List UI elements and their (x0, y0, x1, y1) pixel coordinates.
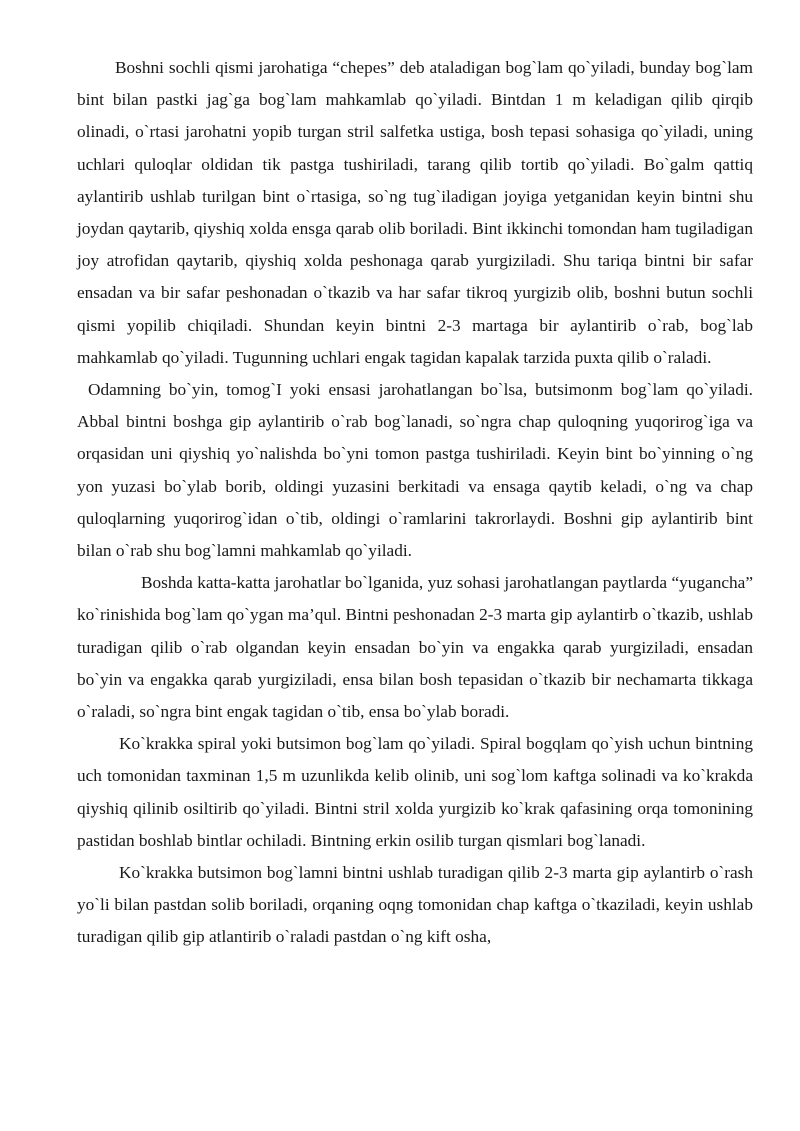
paragraph-face-bandage: Boshda katta-katta jarohatlar bo`lganida, yuz sohasi jarohatlangan paytlarda “yugancha” ko`rinishida bog`lam qo`ygan ma’qul. Bintni peshonadan 2-3 marta gip aylantirb o`tkazib, ushlab turadigan qilib o`rab olgandan keyin ensadan bo`yin va engakka qarab yurgiziladi, ensadan bo`yin va engakka qarab yurgiziladi, ensa bilan bosh tepasidan o`tkazib bir nechamarta tikkaga o`raladi, so`ngra bint engak tagidan o`tib, ensa bo`ylab boradi. (77, 573, 753, 722)
document-page (77, 52, 753, 954)
paragraph-chest-spiral-bandage: Ko`krakka spiral yoki butsimon bog`lam qo`yiladi. Spiral bogqlam qo`yish uchun bintning uch tomonidan taxminan 1,5 m uzunlikda kelib olinib, uni sog`lom kaftga solinadi va ko`krakda qiyshiq qilinib osiltirib qo`yiladi. Bintni stril xolda yurgizib ko`krak qafasining orqa tomonining pastidan boshlab bintlar ochiladi. Bintning erkin osilib turgan qismlari bog`lanadi. (77, 734, 753, 850)
paragraph-scalp-bandage: Boshni sochli qismi jarohatiga “chepes” deb ataladigan bog`lam qo`yiladi, bunday bog`lam bint bilan pastki jag`ga bog`lam mahkamlab qo`yiladi. Bintdan 1 m keladigan qilib qirqib olinadi, o`rtasi jarohatni yopib turgan stril salfetka ustiga, bosh tepasi sohasiga qo`yiladi, uning uchlari quloqlar oldidan tik pastga tushiriladi, tarang qilib tortib qo`yiladi. Bo`galm qattiq aylantirib ushlab turilgan bint o`rtasiga, so`ng tug`iladigan joyiga yetganidan keyin bintni shu joydan qaytarib, qiyshiq xolda ensga qarab olib boriladi. Bint ikkinchi tomondan ham tugiladigan joy atrofidan qaytarib, qiyshiq xolda peshonaga qarab yurgiziladi. Shu tariqa bintni bir safar ensadan va bir safar peshonadan o`tkazib va har safar tikroq yurgizib olib, boshni butun sochli qismi yopilib chiqiladi. Shundan keyin bintni 2-3 martaga bir aylantirib o`rab, bog`lab mahkamlab qo`yiladi. Tugunning uchlari engak tagidan kapalak tarzida puxta qilib o`raladi. (77, 58, 753, 367)
paragraph-chest-cross-bandage: Ko`krakka butsimon bog`lamni bintni ushlab turadigan qilib 2-3 marta gip aylantirb o`rash yo`li bilan pastdan solib boriladi, orqaning oqng tomonidan chap kaftga o`tkaziladi, keyin ushlab turadigan qilib gip atlantirib o`raladi pastdan o`ng kift osha, (77, 863, 753, 947)
paragraph-neck-bandage: Odamning bo`yin, tomog`I yoki ensasi jarohatlangan bo`lsa, butsimonm bog`lam qo`yiladi. Abbal bintni boshga gip aylantirib o`rab bog`lanadi, so`ngra chap quloqning yuqorirog`iga va orqasidan uni qiyshiq yo`nalishda bo`yni tomon pastga tushiriladi. Keyin bint bo`yinning o`ng yon yuzasi bo`ylab borib, oldingi yuzasini berkitadi va ensaga qaytib keladi, o`ng va chap quloqlarning yuqorirog`idan o`tib, oldingi o`ramlarini takrorlaydi. Boshni gip aylantirib bint bilan o`rab shu bog`lamni mahkamlab qo`yiladi. (77, 380, 753, 561)
